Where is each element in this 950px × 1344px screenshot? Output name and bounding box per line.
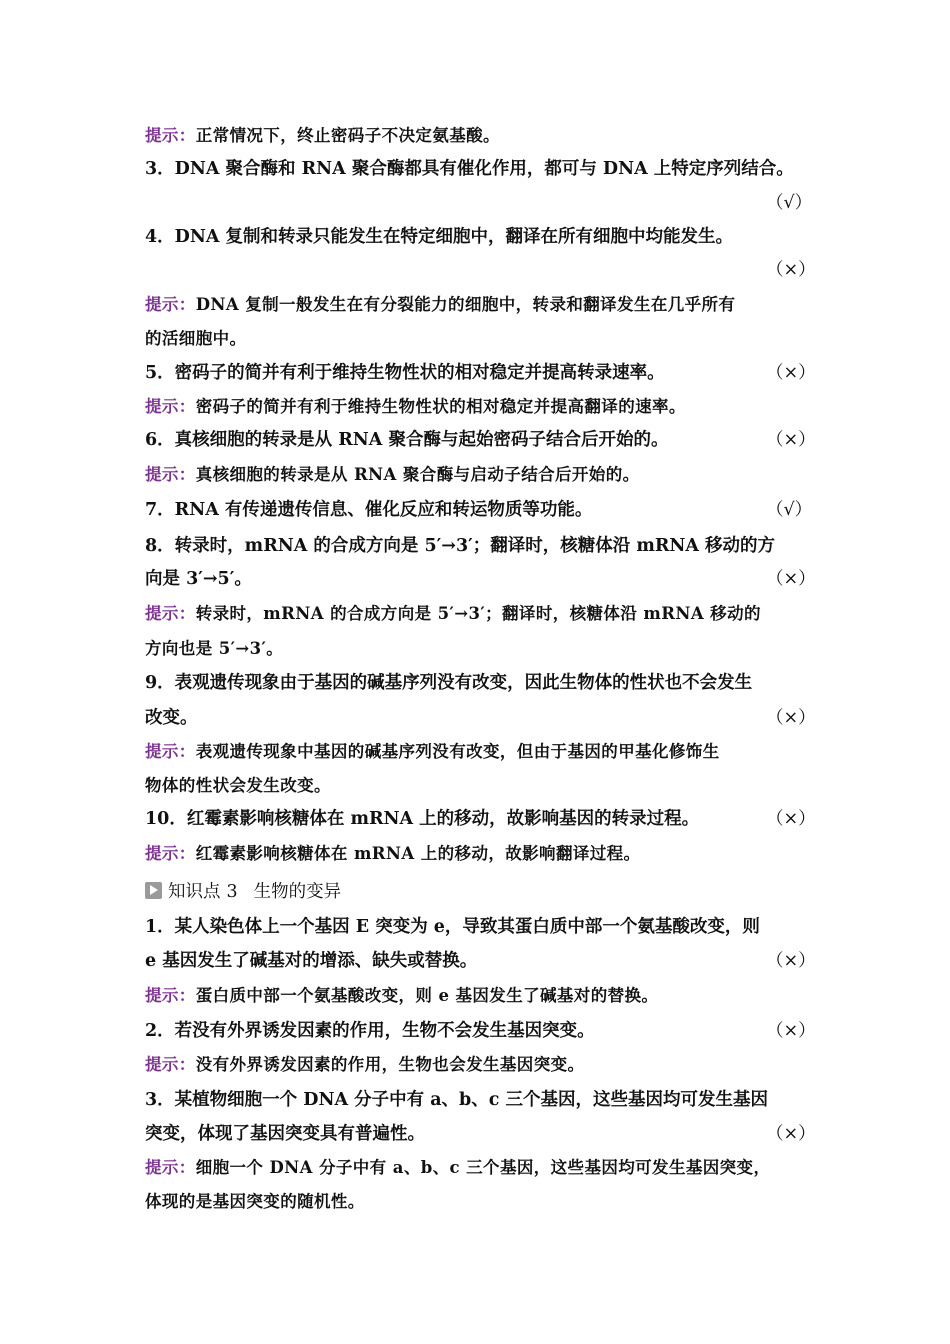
hint-continuation [145,324,810,354]
answer-mark: （√） [766,500,813,520]
statement-line [145,1016,816,1046]
statement-text: 3．某植物细胞一个 DNA 分子中有 a、b、c 三个基因，这些基因均可发生基因 [145,1090,769,1110]
statement-line [145,531,810,561]
hint-text: 的活细胞中。 [145,329,247,348]
answer-mark: （×） [766,363,816,383]
hint-label: 提示： [145,465,196,484]
section-number: 3 [226,882,238,902]
hint-line [145,839,810,869]
hint-continuation [145,634,810,664]
hint-label: 提示： [145,844,196,863]
hint-text: DNA 复制一般发生在有分裂能力的细胞中，转录和翻译发生在几乎所有 [195,295,736,314]
statement-text: 10．红霉素影响核糖体在 mRNA 上的移动，故影响基因的转录过程。 [145,809,700,829]
answer-mark: （×） [766,809,816,829]
statement-line [145,946,816,976]
hint-text: 密码子的简并有利于维持生物性状的相对稳定并提高翻译的速率。 [195,397,686,416]
statement-text: 7．RNA 有传递遗传信息、催化反应和转运物质等功能。 [145,500,593,520]
section-label: 知识点 [168,882,221,902]
answer-mark: （√） [766,193,813,213]
hint-label: 提示： [145,397,196,416]
statement-text: 向是 3′→5′。 [145,569,252,589]
answer-mark: （×） [766,1124,816,1144]
statement-text: 8．转录时，mRNA 的合成方向是 5′→3′；翻译时，核糖体沿 mRNA 移动的方 [145,536,776,556]
hint-line [145,981,810,1011]
hint-line [145,1153,835,1183]
answer-mark: （×） [766,708,816,728]
statement-line [145,703,816,733]
hint-text: 转录时，mRNA 的合成方向是 5′→3′；翻译时，核糖体沿 mRNA 移动的 [195,604,761,623]
hint-label: 提示： [145,986,196,1005]
hint-label: 提示： [145,126,196,145]
statement-line [145,1119,816,1149]
hint-text: 红霉素影响核糖体在 mRNA 上的移动，故影响翻译过程。 [195,844,641,863]
answer-mark: （×） [766,260,816,280]
statement-text: 4．DNA 复制和转录只能发生在特定细胞中，翻译在所有细胞中均能发生。 [145,227,734,247]
hint-text: 体现的是基因突变的随机性。 [145,1192,365,1211]
statement-text: 1．某人染色体上一个基因 E 突变为 e，导致其蛋白质中部一个氨基酸改变，则 [145,917,760,937]
statement-text: 突变，体现了基因突变具有普遍性。 [145,1124,425,1144]
statement-line [145,804,816,834]
hint-continuation [145,771,810,801]
hint-label: 提示： [145,1055,196,1074]
statement-text: e 基因发生了碱基对的增添、缺失或替换。 [145,951,478,971]
section-heading [145,877,810,907]
statement-line [145,154,835,184]
statement-line [145,564,816,594]
hint-text: 细胞一个 DNA 分子中有 a、b、c 三个基因，这些基因均可发生基因突变， [195,1158,771,1177]
hint-label: 提示： [145,742,196,761]
play-icon [145,882,162,899]
answer-mark: （×） [766,951,816,971]
answer-line [145,188,813,218]
answer-mark: （×） [766,1021,816,1041]
hint-line [145,599,810,629]
hint-text: 方向也是 5′→3′。 [145,639,284,658]
statement-text: 6．真核细胞的转录是从 RNA 聚合酶与起始密码子结合后开始的。 [145,430,669,450]
answer-mark: （×） [766,569,816,589]
hint-text: 表观遗传现象中基因的碱基序列没有改变，但由于基因的甲基化修饰生 [195,742,720,761]
statement-line [145,912,810,942]
hint-line [145,392,810,422]
statement-line [145,425,816,455]
statement-line [145,358,816,388]
hint-line [145,737,810,767]
hint-text: 真核细胞的转录是从 RNA 聚合酶与启动子结合后开始的。 [195,465,640,484]
hint-line [145,1050,810,1080]
hint-label: 提示： [145,604,196,623]
statement-text: 9．表观遗传现象由于基因的碱基序列没有改变，因此生物体的性状也不会发生 [145,673,753,693]
hint-line [145,121,810,151]
hint-text: 没有外界诱发因素的作用，生物也会发生基因突变。 [195,1055,585,1074]
hint-line [145,460,810,490]
hint-text: 蛋白质中部一个氨基酸改变，则 e 基因发生了碱基对的替换。 [195,986,659,1005]
statement-line [145,222,810,252]
hint-line [145,290,810,320]
statement-text: 5．密码子的简并有利于维持生物性状的相对稳定并提高转录速率。 [145,363,665,383]
answer-mark: （×） [766,430,816,450]
hint-label: 提示： [145,1158,196,1177]
statement-text: 2．若没有外界诱发因素的作用，生物不会发生基因突变。 [145,1021,595,1041]
statement-line [145,1085,810,1115]
section-title: 生物的变异 [253,882,342,902]
statement-line [145,495,813,525]
answer-line [145,255,816,285]
hint-text: 正常情况下，终止密码子不决定氨基酸。 [195,126,500,145]
statement-line [145,668,810,698]
hint-label: 提示： [145,295,196,314]
hint-text: 物体的性状会发生改变。 [145,776,331,795]
statement-text: 3．DNA 聚合酶和 RNA 聚合酶都具有催化作用，都可与 DNA 上特定序列结合。 [145,159,794,179]
statement-text: 改变。 [145,708,198,728]
hint-continuation [145,1187,810,1217]
